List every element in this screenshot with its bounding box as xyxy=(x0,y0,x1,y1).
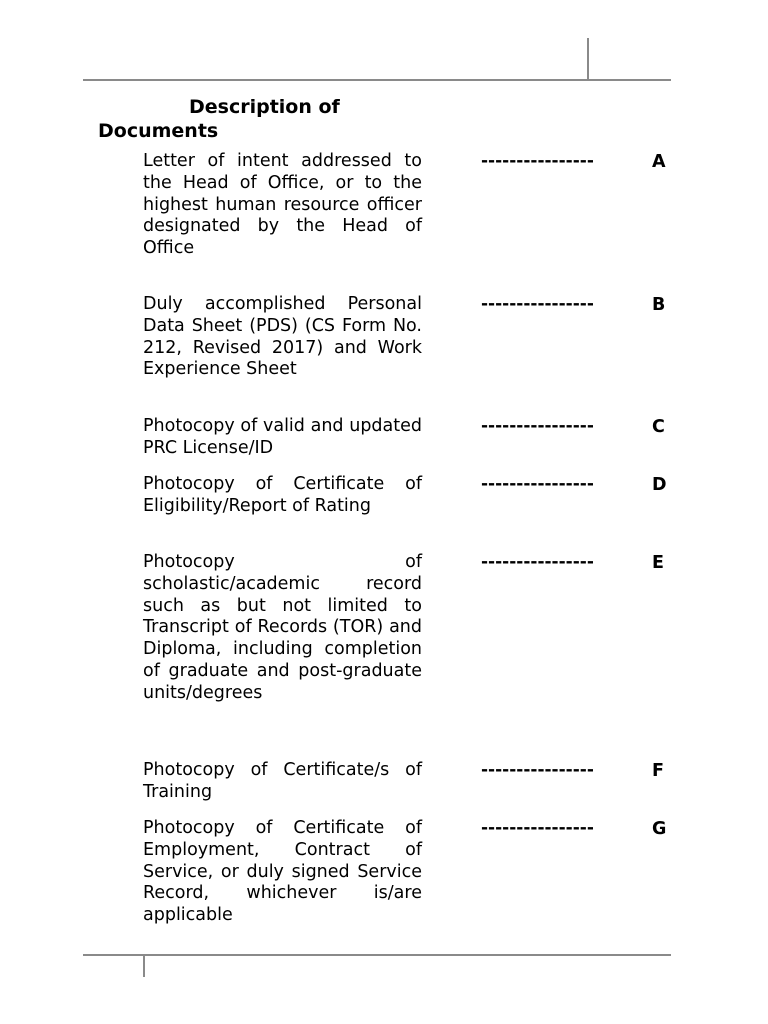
dashed-leader: ---------------- xyxy=(481,416,594,436)
document-description: Letter of intent addressed to the Head of Office, or to the highest human resource officer designated by the Head of Office xyxy=(143,151,422,259)
document-description: Photocopy of Certificate/s of Training xyxy=(143,760,422,802)
bottom-rule xyxy=(83,954,671,956)
document-letter: B xyxy=(652,295,666,315)
top-tick-mark xyxy=(587,38,589,80)
dashed-leader: ---------------- xyxy=(481,552,594,572)
bottom-tick-mark xyxy=(143,955,145,977)
document-letter: F xyxy=(652,761,664,781)
document-description: Photocopy of valid and updated PRC License/ID xyxy=(143,416,422,458)
document-description: Photocopy of Certificate of Employment, Contract of Service, or duly signed Service Record, whichever is/are applicable xyxy=(143,818,422,926)
document-letter: G xyxy=(652,819,667,839)
document-description: Photocopy of scholastic/academic record such as but not limited to Transcript of Records (TOR) and Diploma, including completion of graduate and post-graduate units/degrees xyxy=(143,552,422,703)
dashed-leader: ---------------- xyxy=(481,818,594,838)
document-letter: A xyxy=(652,152,666,172)
document-description: Photocopy of Certificate of Eligibility/Report of Rating xyxy=(143,474,422,516)
top-rule xyxy=(83,79,671,81)
dashed-leader: ---------------- xyxy=(481,151,594,171)
heading-line-1: Description of xyxy=(189,96,340,118)
document-letter: E xyxy=(652,553,664,573)
document-letter: C xyxy=(652,417,665,437)
dashed-leader: ---------------- xyxy=(481,474,594,494)
heading-line-2: Documents xyxy=(98,120,219,142)
document-letter: D xyxy=(652,475,667,495)
dashed-leader: ---------------- xyxy=(481,760,594,780)
document-description: Duly accomplished Personal Data Sheet (PDS) (CS Form No. 212, Revised 2017) and Work Experience Sheet xyxy=(143,294,422,380)
dashed-leader: ---------------- xyxy=(481,294,594,314)
